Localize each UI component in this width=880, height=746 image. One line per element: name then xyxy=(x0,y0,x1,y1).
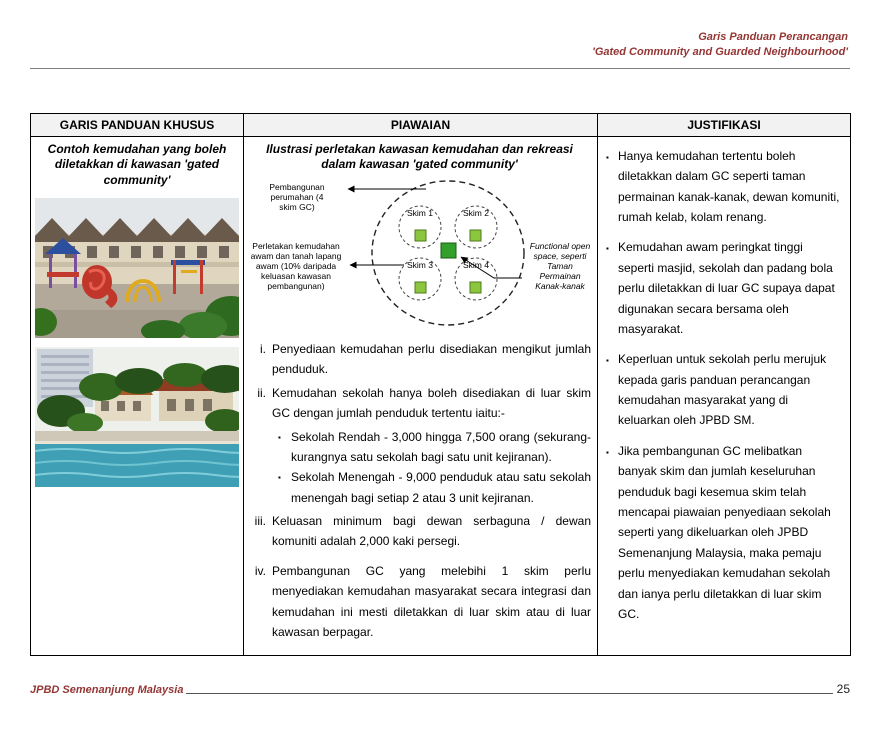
justifikasi-bullet-4-text: Jika pembangunan GC melibatkan banyak skim dan jumlah keseluruhan penduduk bagi kesemua skim telah mencapai piawaian penyediaan sekolah seperti yang dikeluarkan oleh JPBD Semenanjung Malaysia, maka pemaju perlu menyediakan kemudahan sekolah dan ianya perlu diletakkan di luar skim GC. xyxy=(618,443,831,621)
diagram-label-perumahan: Pembangunan perumahan (4 skim GC) xyxy=(269,181,325,212)
justifikasi-bullet-1 xyxy=(603,146,842,228)
header-title-line1: Garis Panduan Perancangan xyxy=(698,31,848,43)
table-header-row xyxy=(31,113,851,136)
list-item-iii-number: iii. xyxy=(254,514,266,529)
justifikasi-bullet-3 xyxy=(603,349,842,431)
document-header xyxy=(30,30,850,61)
column-header-khusus: GARIS PANDUAN KHUSUS xyxy=(31,113,244,136)
justifikasi-bullet-2-text: Kemudahan awam peringkat tinggi seperti masjid, sekolah dan padang bola perlu diletakkan di luar GC supaya dapat digunakan secara bersama oleh masyarakat. xyxy=(618,240,835,336)
list-item-iv-number: iv. xyxy=(254,563,266,578)
piawaian-title: Ilustrasi perletakan kawasan kemudahan dan rekreasi dalam kawasan 'gated community' xyxy=(266,141,573,172)
piawaian-list xyxy=(248,339,591,642)
list-item-i-text: Penyediaan kemudahan perlu disediakan mengikut jumlah penduduk. xyxy=(272,341,591,377)
justifikasi-bullet-1-text: Hanya kemudahan tertentu boleh diletakkan dalam GC seperti taman permainan kanak-kanak, dewan komuniti, rumah kelab, kolam renang. xyxy=(618,148,840,224)
sub-item-sekolah-rendah-text: Sekolah Rendah - 3,000 hingga 7,500 orang (sekurang-kurangnya satu sekolah bagi satu unit kejiranan). xyxy=(291,429,591,464)
khusus-cell xyxy=(31,136,244,656)
list-item-ii xyxy=(248,383,591,424)
facility-square-skim4 xyxy=(470,282,481,293)
list-item-iii xyxy=(248,511,591,552)
list-item-ii-text: Kemudahan sekolah hanya boleh disediakan di luar skim GC dengan jumlah penduduk tertentu iaitu:- xyxy=(272,385,591,421)
list-item-iv-text: Pembangunan GC yang melebihi 1 skim perlu menyediakan kemudahan masyarakat secara integrasi dan kemudahan ini mesti diletakkan di luar skim atau di luar kawasan berpagar. xyxy=(272,563,591,640)
piawaian-cell xyxy=(244,136,598,656)
square-bullet-icon: ▪ xyxy=(606,356,609,366)
square-bullet-icon: ▪ xyxy=(278,473,281,483)
square-bullet-icon: ▪ xyxy=(606,447,609,457)
facility-square-skim1 xyxy=(415,230,426,241)
list-item-i-number: i. xyxy=(260,341,266,356)
list-item-iii-text: Keluasan minimum bagi dewan serbaguna / dewan komuniti adalah 2,000 kaki persegi. xyxy=(272,514,591,549)
guidelines-table xyxy=(30,113,851,657)
square-bullet-icon: ▪ xyxy=(606,244,609,254)
skim-2-label: Skim 2 xyxy=(463,207,489,218)
diagram-label-open-space: Functional open space, seperti Taman Permainan Kanak-kanak xyxy=(529,240,591,292)
sub-item-sekolah-menengah xyxy=(278,467,591,508)
facility-square-skim2 xyxy=(470,230,481,241)
header-divider xyxy=(30,68,850,69)
column-header-piawaian: PIAWAIAN xyxy=(244,113,598,136)
footer-rule xyxy=(186,693,832,694)
sub-item-sekolah-rendah xyxy=(278,427,591,468)
skim-1-label: Skim 1 xyxy=(407,207,433,218)
justifikasi-bullet-2 xyxy=(603,237,842,339)
facility-placement-diagram xyxy=(248,177,594,331)
page-number: 25 xyxy=(836,682,850,697)
khusus-title: Contoh kemudahan yang boleh diletakkan di kawasan 'gated community' xyxy=(47,141,227,187)
sub-item-sekolah-menengah-text: Sekolah Menengah - 9,000 penduduk atau satu sekolah menengah bagi setiap 2 atau 3 unit kejiranan. xyxy=(291,470,591,505)
photo-playground-houses xyxy=(35,198,239,338)
list-item-iv xyxy=(248,561,591,643)
list-item-ii-number: ii. xyxy=(257,385,266,400)
square-bullet-icon: ▪ xyxy=(606,152,609,162)
footer-organisation: JPBD Semenanjung Malaysia xyxy=(30,684,184,697)
skim-3-label: Skim 3 xyxy=(407,259,433,270)
square-bullet-icon: ▪ xyxy=(278,432,281,442)
central-open-space-square xyxy=(441,243,456,258)
facility-square-skim3 xyxy=(415,282,426,293)
justifikasi-bullet-3-text: Keperluan untuk sekolah perlu merujuk kepada garis panduan perancangan kemudahan masyarakat yang di keluarkan oleh JPBD SM. xyxy=(618,352,827,428)
table-body-row xyxy=(31,136,851,656)
photo-swimming-pool xyxy=(35,347,239,487)
justifikasi-cell xyxy=(598,136,851,656)
list-item-i xyxy=(248,339,591,380)
header-title-line2: 'Gated Community and Guarded Neighbourhood' xyxy=(592,46,848,59)
diagram-label-kemudahan: Perletakan kemudahan awam dan tanah lapang awam (10% daripada keluasan kawasan pembangunan) xyxy=(250,240,342,292)
skim-4-label: Skim 4 xyxy=(463,259,489,270)
school-sub-list xyxy=(278,427,591,509)
justifikasi-bullet-4 xyxy=(603,441,842,625)
column-header-justifikasi: JUSTIFIKASI xyxy=(598,113,851,136)
page-footer xyxy=(30,682,850,696)
